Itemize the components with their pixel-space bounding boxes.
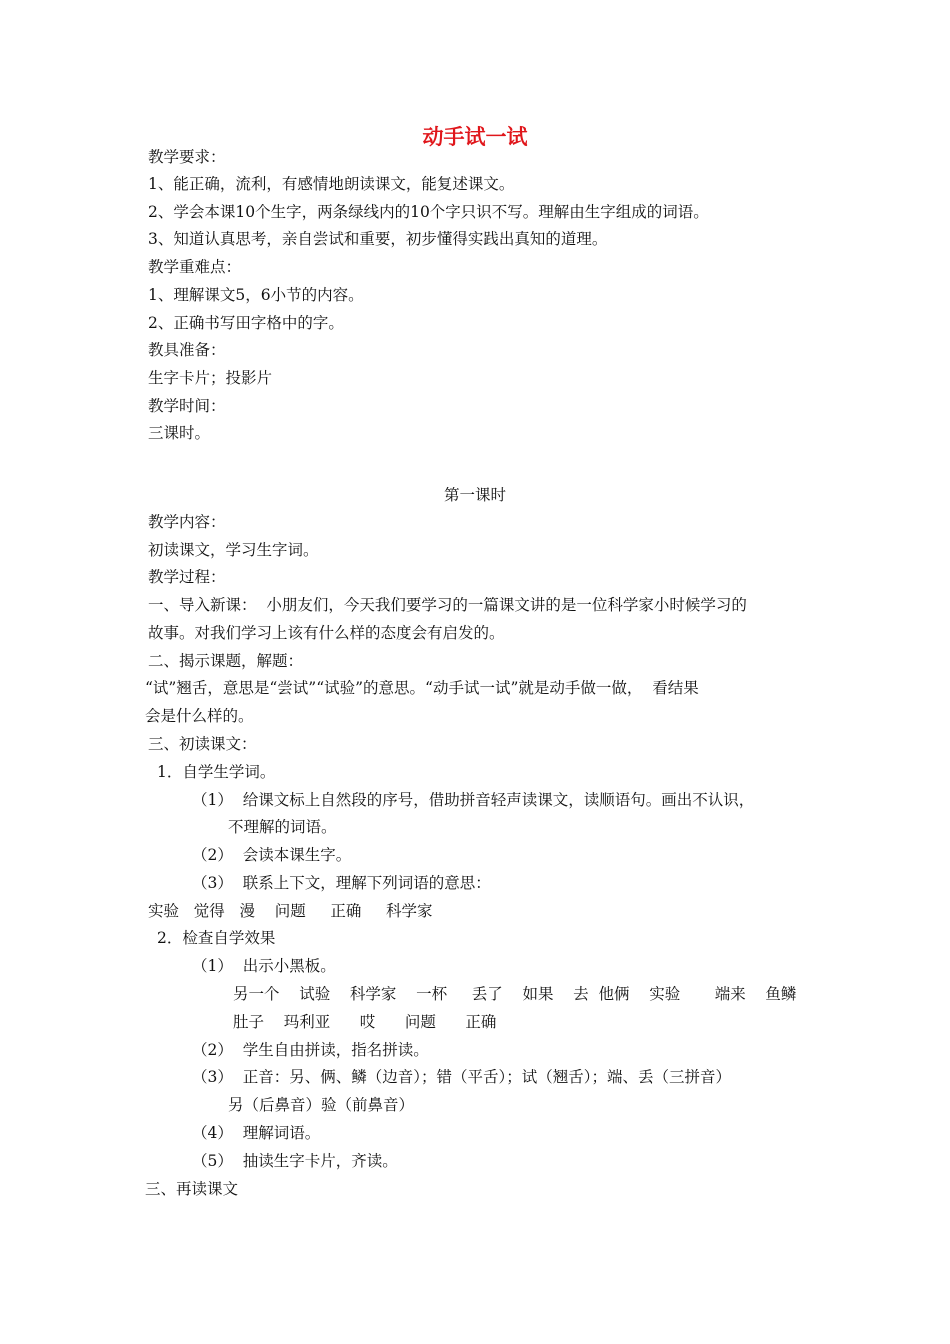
text-line: 1．自学生学词。 — [157, 763, 276, 781]
text-line: 会是什么样的。 — [145, 707, 254, 725]
text-line: 2、学会本课10个生字，两条绿线内的10个字只识不写。理解由生字组成的词语。 — [148, 203, 709, 221]
text-line: （3） 正音：另、俩、鳞（边音）；错（平舌）；试（翘舌）；端、丢（三拼音） — [192, 1068, 731, 1086]
text-line: （5） 抽读生字卡片，齐读。 — [192, 1152, 398, 1170]
text-line: （1） 出示小黑板。 — [192, 957, 336, 975]
section-heading: 教学内容： — [148, 513, 226, 531]
text-line: 1、理解课文5，6小节的内容。 — [148, 286, 364, 304]
text-line: 三课时。 — [148, 424, 211, 442]
section-heading: 教学要求： — [148, 148, 226, 166]
text-line: 故事。对我们学习上该有什么样的态度会有启发的。 — [148, 624, 505, 642]
text-line: （1） 给课文标上自然段的序号，借助拼音轻声读课文，读顺语句。画出不认识， — [192, 791, 755, 809]
text-line: （2） 会读本课生字。 — [192, 846, 352, 864]
word-list: 实验 觉得 漫 问题 正确 科学家 — [148, 902, 433, 920]
text-line: “试”翘舌，意思是“尝试”“试验”的意思。“动手试一试”就是动手做一做， 看结果 — [145, 679, 699, 697]
text-line: 不理解的词语。 — [228, 818, 337, 836]
text-line: 二、揭示课题，解题： — [148, 652, 304, 670]
text-line: 2．检查自学效果 — [157, 929, 276, 947]
text-line: （2） 学生自由拼读，指名拼读。 — [192, 1041, 429, 1059]
text-line: 另（后鼻音）验（前鼻音） — [228, 1096, 415, 1114]
word-list: 肚子 玛利亚 哎 问题 正确 — [233, 1013, 497, 1031]
text-line: 3、知道认真思考，亲自尝试和重要，初步懂得实践出真知的道理。 — [148, 230, 608, 248]
section-heading: 教学过程： — [148, 568, 226, 586]
section-heading: 教具准备： — [148, 341, 226, 359]
text-line: 生字卡片；投影片 — [148, 369, 273, 387]
text-line: 一、导入新课： 小朋友们，今天我们要学习的一篇课文讲的是一位科学家小时候学习的 — [148, 596, 747, 614]
text-line: 初读课文，学习生字词。 — [148, 541, 319, 559]
text-line: （3） 联系上下文，理解下列词语的意思： — [192, 874, 491, 892]
text-line: 2、正确书写田字格中的字。 — [148, 314, 344, 332]
text-line: 三、初读课文： — [148, 735, 257, 753]
lesson-heading: 第一课时 — [443, 486, 506, 504]
text-line: （4） 理解词语。 — [192, 1124, 321, 1142]
text-line: 1、能正确，流利，有感情地朗读课文，能复述课文。 — [148, 175, 515, 193]
document-title: 动手试一试 — [422, 125, 528, 149]
section-heading: 教学时间： — [148, 397, 226, 415]
section-heading: 教学重难点： — [148, 258, 242, 276]
section-heading: 三、再读课文 — [145, 1180, 239, 1198]
word-list: 另一个 试验 科学家 一杯 丢了 如果 去 他俩 实验 端来 鱼鳞 — [233, 985, 797, 1003]
